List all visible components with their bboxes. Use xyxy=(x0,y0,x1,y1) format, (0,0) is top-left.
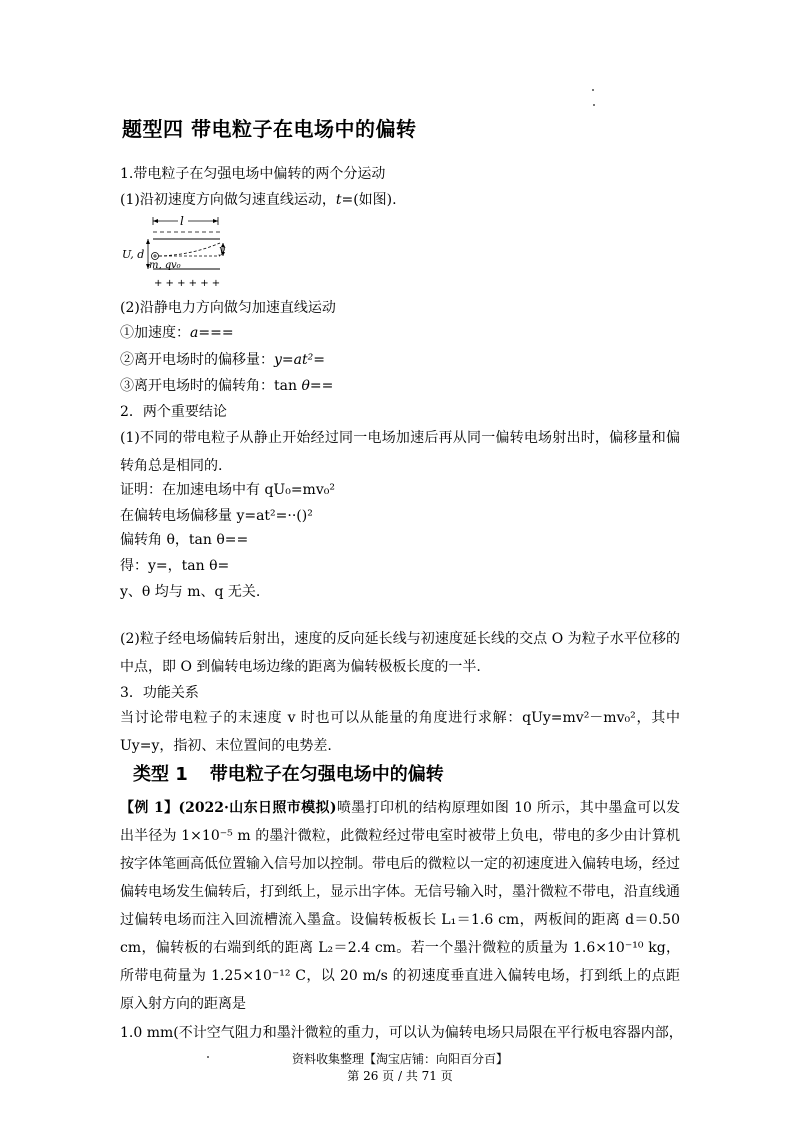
deflection-diagram xyxy=(120,212,240,292)
energy-paragraph: 当讨论带电粒子的末速度 v 时也可以从能量的角度进行求解：qUy=mv²－mv₀²，其中 Uy=y，指初、末位置间的电势差. xyxy=(120,710,680,754)
conclusion-1: (1)不同的带电粒子从静止开始经过同一电场加速后再从同一偏转电场射出时，偏移量和偏转角总是相同的. xyxy=(120,430,680,474)
example-tag: 【例 1】(2022·山东日照市模拟) xyxy=(120,800,337,816)
p1-item1-pre: (1)沿初速度方向做匀速直线运动， xyxy=(120,192,336,208)
footer-source: 资料收集整理【淘宝店铺：向阳百分百】 xyxy=(291,1052,508,1066)
diagram-label-y: y xyxy=(219,243,226,256)
acc-post: === xyxy=(198,325,234,341)
diagram-label-ud: U, d xyxy=(122,248,145,261)
plate-charges: + + + + + + xyxy=(154,278,221,289)
type1-label: 类型 1 xyxy=(133,764,188,785)
section-title: 题型四 带电粒子在电场中的偏转 xyxy=(122,117,417,141)
p3-heading: 3．功能关系 xyxy=(120,685,199,701)
p1-item1 xyxy=(120,190,397,210)
p1-item2: (2)沿静电力方向做匀加速直线运动 xyxy=(120,300,336,316)
angle-line xyxy=(120,376,333,396)
proof-line-2: 在偏转电场偏移量 y=at²=··()² xyxy=(120,508,313,524)
proof-line-4: 得：y=，tan θ= xyxy=(120,558,230,574)
type1-heading xyxy=(133,760,444,786)
example-1 xyxy=(120,794,680,1018)
acc-var: a xyxy=(190,325,199,341)
page-number: 第 26 页 / 共 71 页 xyxy=(347,1069,453,1083)
p1-item1-var: t xyxy=(335,192,342,208)
acceleration-line xyxy=(120,323,234,343)
example-body: 喷墨打印机的结构原理如图 10 所示，其中墨盒可以发出半径为 1×10⁻⁵ m 的墨汁微粒，此微粒经过带电室时被带上负电，带电的多少由计算机按字体笔画高低位置输入信号加以控制。带电后的微粒以一定的初速度进入偏转电场，经过偏转电场发生偏转后，打到纸上，显示出字体。无信号输入时，墨汁微粒不带电，沿直线通过偏转电场而注入回流槽流入墨盒。设偏转板板长 L₁＝1.6 cm，两板间的距离 d＝0.50 cm，偏转板的右端到纸的距离 L₂＝2.4 cm。若一个墨汁微粒的质量为 1.6×10⁻¹⁰ kg，所带电荷量为 1.25×10⁻¹² C，以 20 m/s 的初速度垂直进入偏转电场，打到纸上的点距原入射方向的距离是 xyxy=(120,800,681,1012)
deflected-path xyxy=(159,243,220,256)
p2-heading: 2．两个重要结论 xyxy=(120,404,227,420)
displacement-line xyxy=(120,350,325,370)
corner-dot xyxy=(592,89,594,91)
proof-line-1: 证明：在加速电场中有 qU₀=mv₀² xyxy=(120,482,335,498)
example-last-line: 1.0 mm(不计空气阻力和墨汁微粒的重力，可以认为偏转电场只局限在平行板电容器内部， xyxy=(120,1025,683,1041)
type1-title: 带电粒子在匀强电场中的偏转 xyxy=(209,764,444,785)
diagram-label-l: l xyxy=(180,214,184,228)
ang-var: θ xyxy=(301,378,310,394)
proof-line-3: 偏转角 θ，tan θ== xyxy=(120,532,249,548)
p1-item1-post: =(如图). xyxy=(341,192,397,208)
ang-post: == xyxy=(309,378,334,394)
diagram-label-mq: m, q xyxy=(149,260,172,271)
diagram-label-v0: v₀ xyxy=(171,260,181,271)
acc-pre: ①加速度： xyxy=(120,325,190,341)
p1-heading: 1.带电粒子在匀强电场中偏转的两个分运动 xyxy=(120,166,386,182)
corner-dot xyxy=(593,104,595,106)
conclusion-2: (2)粒子经电场偏转后射出，速度的反向延长线与初速度延长线的交点 O 为粒子水平位移的中点，即 O 到偏转电场边缘的距离为偏转极板长度的一半. xyxy=(120,631,680,675)
disp-eq: y=at²= xyxy=(274,352,325,368)
disp-pre: ②离开电场时的偏移量： xyxy=(120,352,274,368)
ang-pre: ③离开电场时的偏转角：tan xyxy=(120,378,302,394)
proof-line-5: y、θ 均与 m、q 无关. xyxy=(120,584,261,600)
